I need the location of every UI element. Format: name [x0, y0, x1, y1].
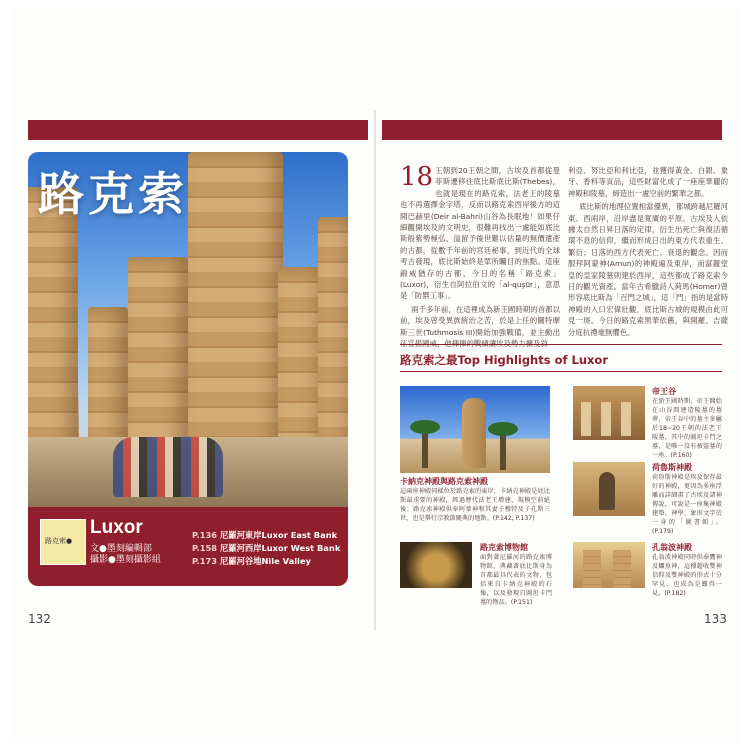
body-column-1: 18 王朝到20王朝之間，古埃及首都從曼菲斯遷移往底比斯底比斯(Thebes)，也就是現在的路克索，法老王的陵墓也不再選擇金字塔，反而以路克索西岸後方的這開巴赫里(Deir al-Bahri)山谷為長眠地！如果仔細觀開埃及的文明史，很難再找出一處能如底比斯般紫勢極弘、溢留予後世難以估量的無價遺產的古都，從數千年前的宮廷秘事，到近代的全球考古發現，底比斯始終是眾所矚目的焦點。這座錦威猶存的古都，今日的名稱「路克索」(Luxor)，衍生自阿拉伯文的「al-quşūr」，意思是「防禦工事」。 兩千多年前，在這裡成為新王國時期的首都以前，埃及曾受異族統治之苦，於是上任的圖特摩斯三世(Tuthmosis III)開始加強戰備，並主動出 — [400, 162, 560, 337]
photo-horus-temple — [573, 462, 645, 516]
highlight-desc: 在新王國時期，帝王開始在山谷間建造陵墓的墓葬，帝王谷中的墓主多屬於18~20王朝的法老王陵墓，其中的圖坦卡門之墓，是唯一沒有被盜墓的一座。(P.160) — [652, 398, 722, 459]
falcon-statue-shape — [599, 472, 615, 510]
palm-trunk — [500, 430, 506, 470]
egypt-map — [40, 519, 86, 565]
toc-item[interactable]: P.136 尼羅河東岸Luxor East Bank — [192, 530, 338, 540]
credit-writer: 文●墨刻編輯部 — [90, 544, 152, 554]
page-number-right: 133 — [704, 612, 727, 626]
toc-item[interactable]: P.158 尼羅河西岸Luxor West Bank — [192, 543, 341, 553]
credit-photographer: 攝影●墨刻攝影組 — [90, 555, 161, 565]
pillar-shape — [581, 402, 591, 436]
highlight-name: 孔翁波神殿 — [652, 543, 692, 552]
statue-shape — [462, 398, 486, 468]
palm-leaves — [488, 422, 518, 436]
drop-cap: 18 — [400, 162, 434, 192]
highlight-desc: 這兩座神殿同樣位於路克索的東岸，卡納克神殿是底比斯最重要的神殿，經過歷代法老王增建，規模空前絕後；路克索神殿供奉阿蒙神和其妻子穆特及子孔斯三世，也是舉行宗教節慶典的地點。(P.142, P.137) — [400, 488, 550, 522]
highlight-name: 卡納克神殿與路克索神殿 — [400, 477, 488, 486]
right-header-band — [382, 120, 722, 140]
palm-trunk — [422, 428, 428, 468]
map-label: 路克索● — [45, 537, 73, 545]
page-title-en: Luxor — [90, 517, 143, 538]
photo-karnak-statue — [400, 386, 550, 473]
highlights-rule-top — [400, 344, 722, 345]
photo-kom-ombo-temple — [573, 542, 645, 588]
highlight-desc: 孔翁波神殿同時供奉鷹神及鱷魚神，這種超收雙神信仰及雙神殿的形式十分罕見，也成為是難得一見。(P.182) — [652, 554, 722, 597]
toc-item[interactable]: P.173 尼羅河谷地Nile Valley — [192, 556, 311, 566]
highlight-name: 荷魯斯神殿 — [652, 463, 692, 472]
pillar-shape — [613, 550, 631, 588]
highlight-name: 路克索博物館 — [480, 543, 528, 552]
city-info-box — [28, 507, 348, 586]
highlight-name: 帝王谷 — [652, 387, 676, 396]
pillar-shape — [583, 550, 601, 588]
highlights-rule-bottom — [400, 371, 722, 372]
highlight-desc: 面對著尼羅河的路克索博物館，典藏著底比斯身為首都最具代表的文物，包括來自卡納克神殿的石像，以及發現自圖坦卡門墓的物品。(P.151) — [480, 554, 552, 606]
page-gutter — [374, 110, 376, 630]
photo-luxor-museum — [400, 542, 472, 588]
tourist-group — [113, 437, 223, 497]
highlight-desc: 荷魯斯神殿是埃及保存最好的神殿，更因為多座浮雕而詳細畫了古埃及諸神傳說，可說是一座集神殿建築、神學、象形文字於一身的「圖書館」。(P.179) — [652, 474, 722, 535]
chapter-toc — [192, 529, 340, 568]
left-header-band — [28, 120, 368, 140]
pillar-shape — [621, 402, 631, 436]
palm-leaves — [410, 420, 440, 434]
page-number-left: 132 — [28, 612, 51, 626]
body-column-2: 利亞、努比亞和利比亞，並獲得黃金、白銀、象牙、香料等貢品，這些財富化成了一座座華麗的神殿和陵墓，締造出一處空前的繁華之都。 底比斯的地理位置相當優異，都城跨越尼羅河東、西兩岸，沿岸盡是寬廣的平原。古埃及人依據太自然日昇日落的定律，衍生出死亡與復活循環不息的信仰，繼而形成日出的東方代表重生、繁衍；日落的西方代表死亡、衰退的觀念。因而服拜阿蒙神(Amun)的神殿遍及東岸，而富麗堂皇的皇家陵墓則建於西岸，這些都成了路克索今日的觀光資產。當年古希臘詩人荷馬(Homer)曾形容底比斯為「百門之城」，這「門」指的是當時神殿的入口宏偉壯觀，底比斯古城的規模由此可見一斑。今日的路克索黑華依舊，與開羅、吉薩分庭抗禮毫無懼色。 — [568, 166, 728, 337]
photo-valley-of-kings — [573, 386, 645, 440]
pillar-shape — [601, 402, 611, 436]
highlights-title: 路克索之最Top Highlights of Luxor — [400, 353, 608, 367]
page-title-zh: 路克索 — [38, 167, 188, 221]
